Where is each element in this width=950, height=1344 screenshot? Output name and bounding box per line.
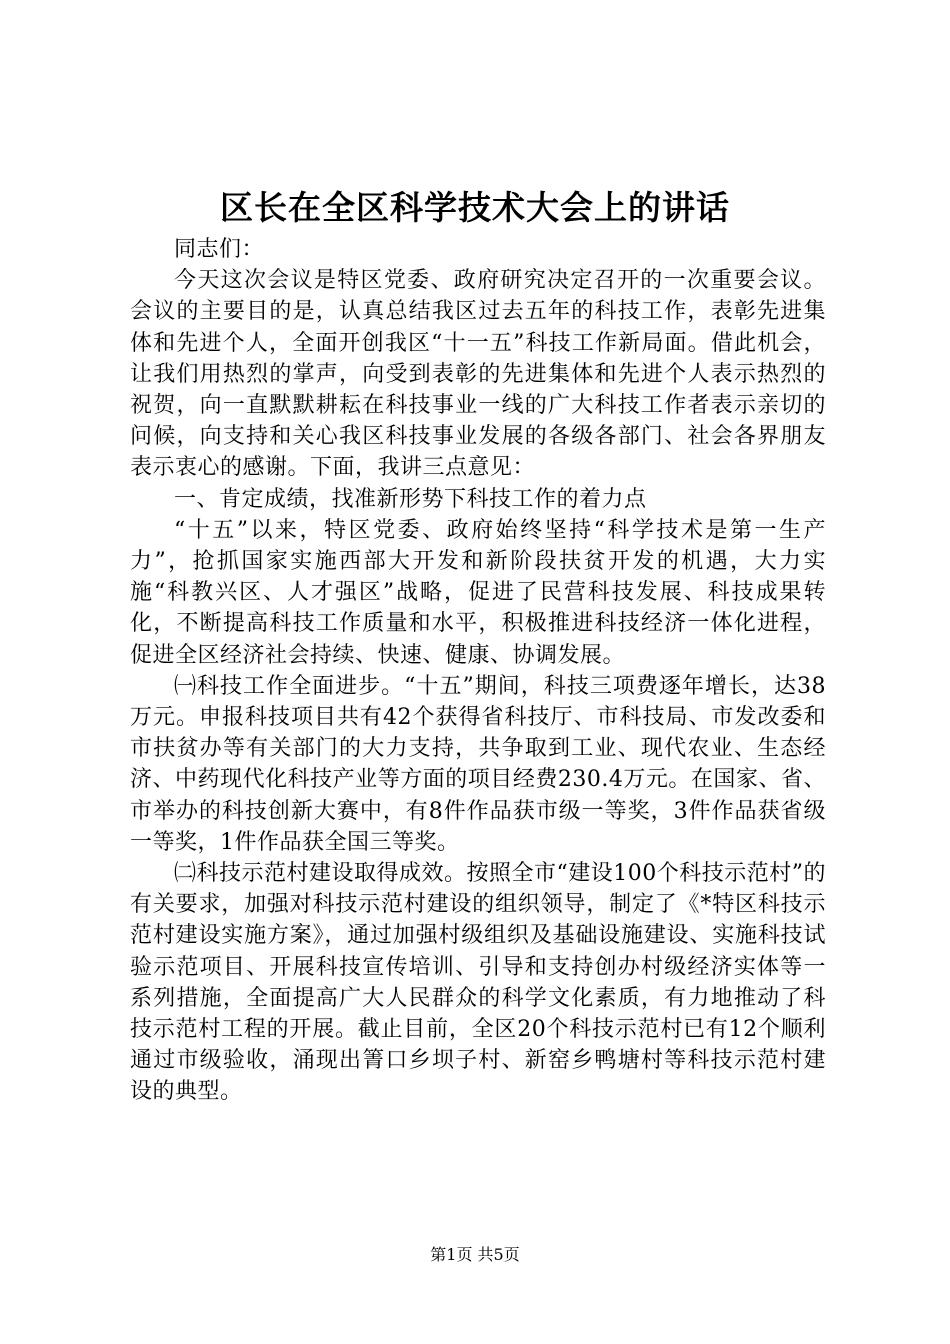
document-title: 区长在全区科学技术大会上的讲话 <box>220 188 730 227</box>
body-paragraph: ㈠科技工作全面进步。“十五”期间，科技三项费逐年增长，达38万元。申报科技项目共有42个获得省科技厅、市科技局、市发改委和市扶贫办等有关部门的大力支持，共争取到工业、现代农业、生态经济、中药现代化科技产业等方面的项目经费230.4万元。在国家、省、市举办的科技创新大赛中，有8件作品获市级一等奖，3件作品获省级一等奖，1件作品获全国三等奖。 <box>130 673 826 855</box>
document-body <box>130 234 826 1108</box>
body-paragraph: ㈡科技示范村建设取得成效。按照全市“建设100个科技示范村”的有关要求，加强对科技示范村建设的组织领导，制定了《*特区科技示范村建设实施方案》，通过加强村级组织及基础设施建设、实施科技试验示范项目、开展科技宣传培训、引导和支持创办村级经济实体等一系列措施，全面提高广大人民群众的科学文化素质，有力地推动了科技示范村工程的开展。截止目前，全区20个科技示范村已有12个顺利通过市级验收，涌现出箐口乡坝子村、新窑乡鸭塘村等科技示范村建设的典型。 <box>130 861 826 1105</box>
intro-paragraph: 今天这次会议是特区党委、政府研究决定召开的一次重要会议。会议的主要目的是，认真总结我区过去五年的科技工作，表彰先进集体和先进个人，全面开创我区“十一五”科技工作新局面。借此机会，让我们用热烈的掌声，向受到表彰的先进集体和先进个人表示热烈的祝贺，向一直默默耕耘在科技事业一线的广大科技工作者表示亲切的问候，向支持和关心我区科技事业发展的各级各部门、社会各界朋友表示衷心的感谢。下面，我讲三点意见： <box>130 268 826 481</box>
section-heading-1: 一、肯定成绩，找准新形势下科技工作的着力点 <box>174 486 647 512</box>
page-footer: 第1页 共5页 <box>430 1245 520 1264</box>
salutation-paragraph: 同志们： <box>174 237 265 262</box>
body-paragraph: “十五”以来，特区党委、政府始终坚持“科学技术是第一生产力”，抢抓国家实施西部大开发和新阶段扶贫开发的机遇，大力实施“科教兴区、人才强区”战略，促进了民营科技发展、科技成果转化，不断提高科技工作质量和水平，积极推进科技经济一体化进程，促进全区经济社会持续、快速、健康、协调发展。 <box>130 517 826 668</box>
